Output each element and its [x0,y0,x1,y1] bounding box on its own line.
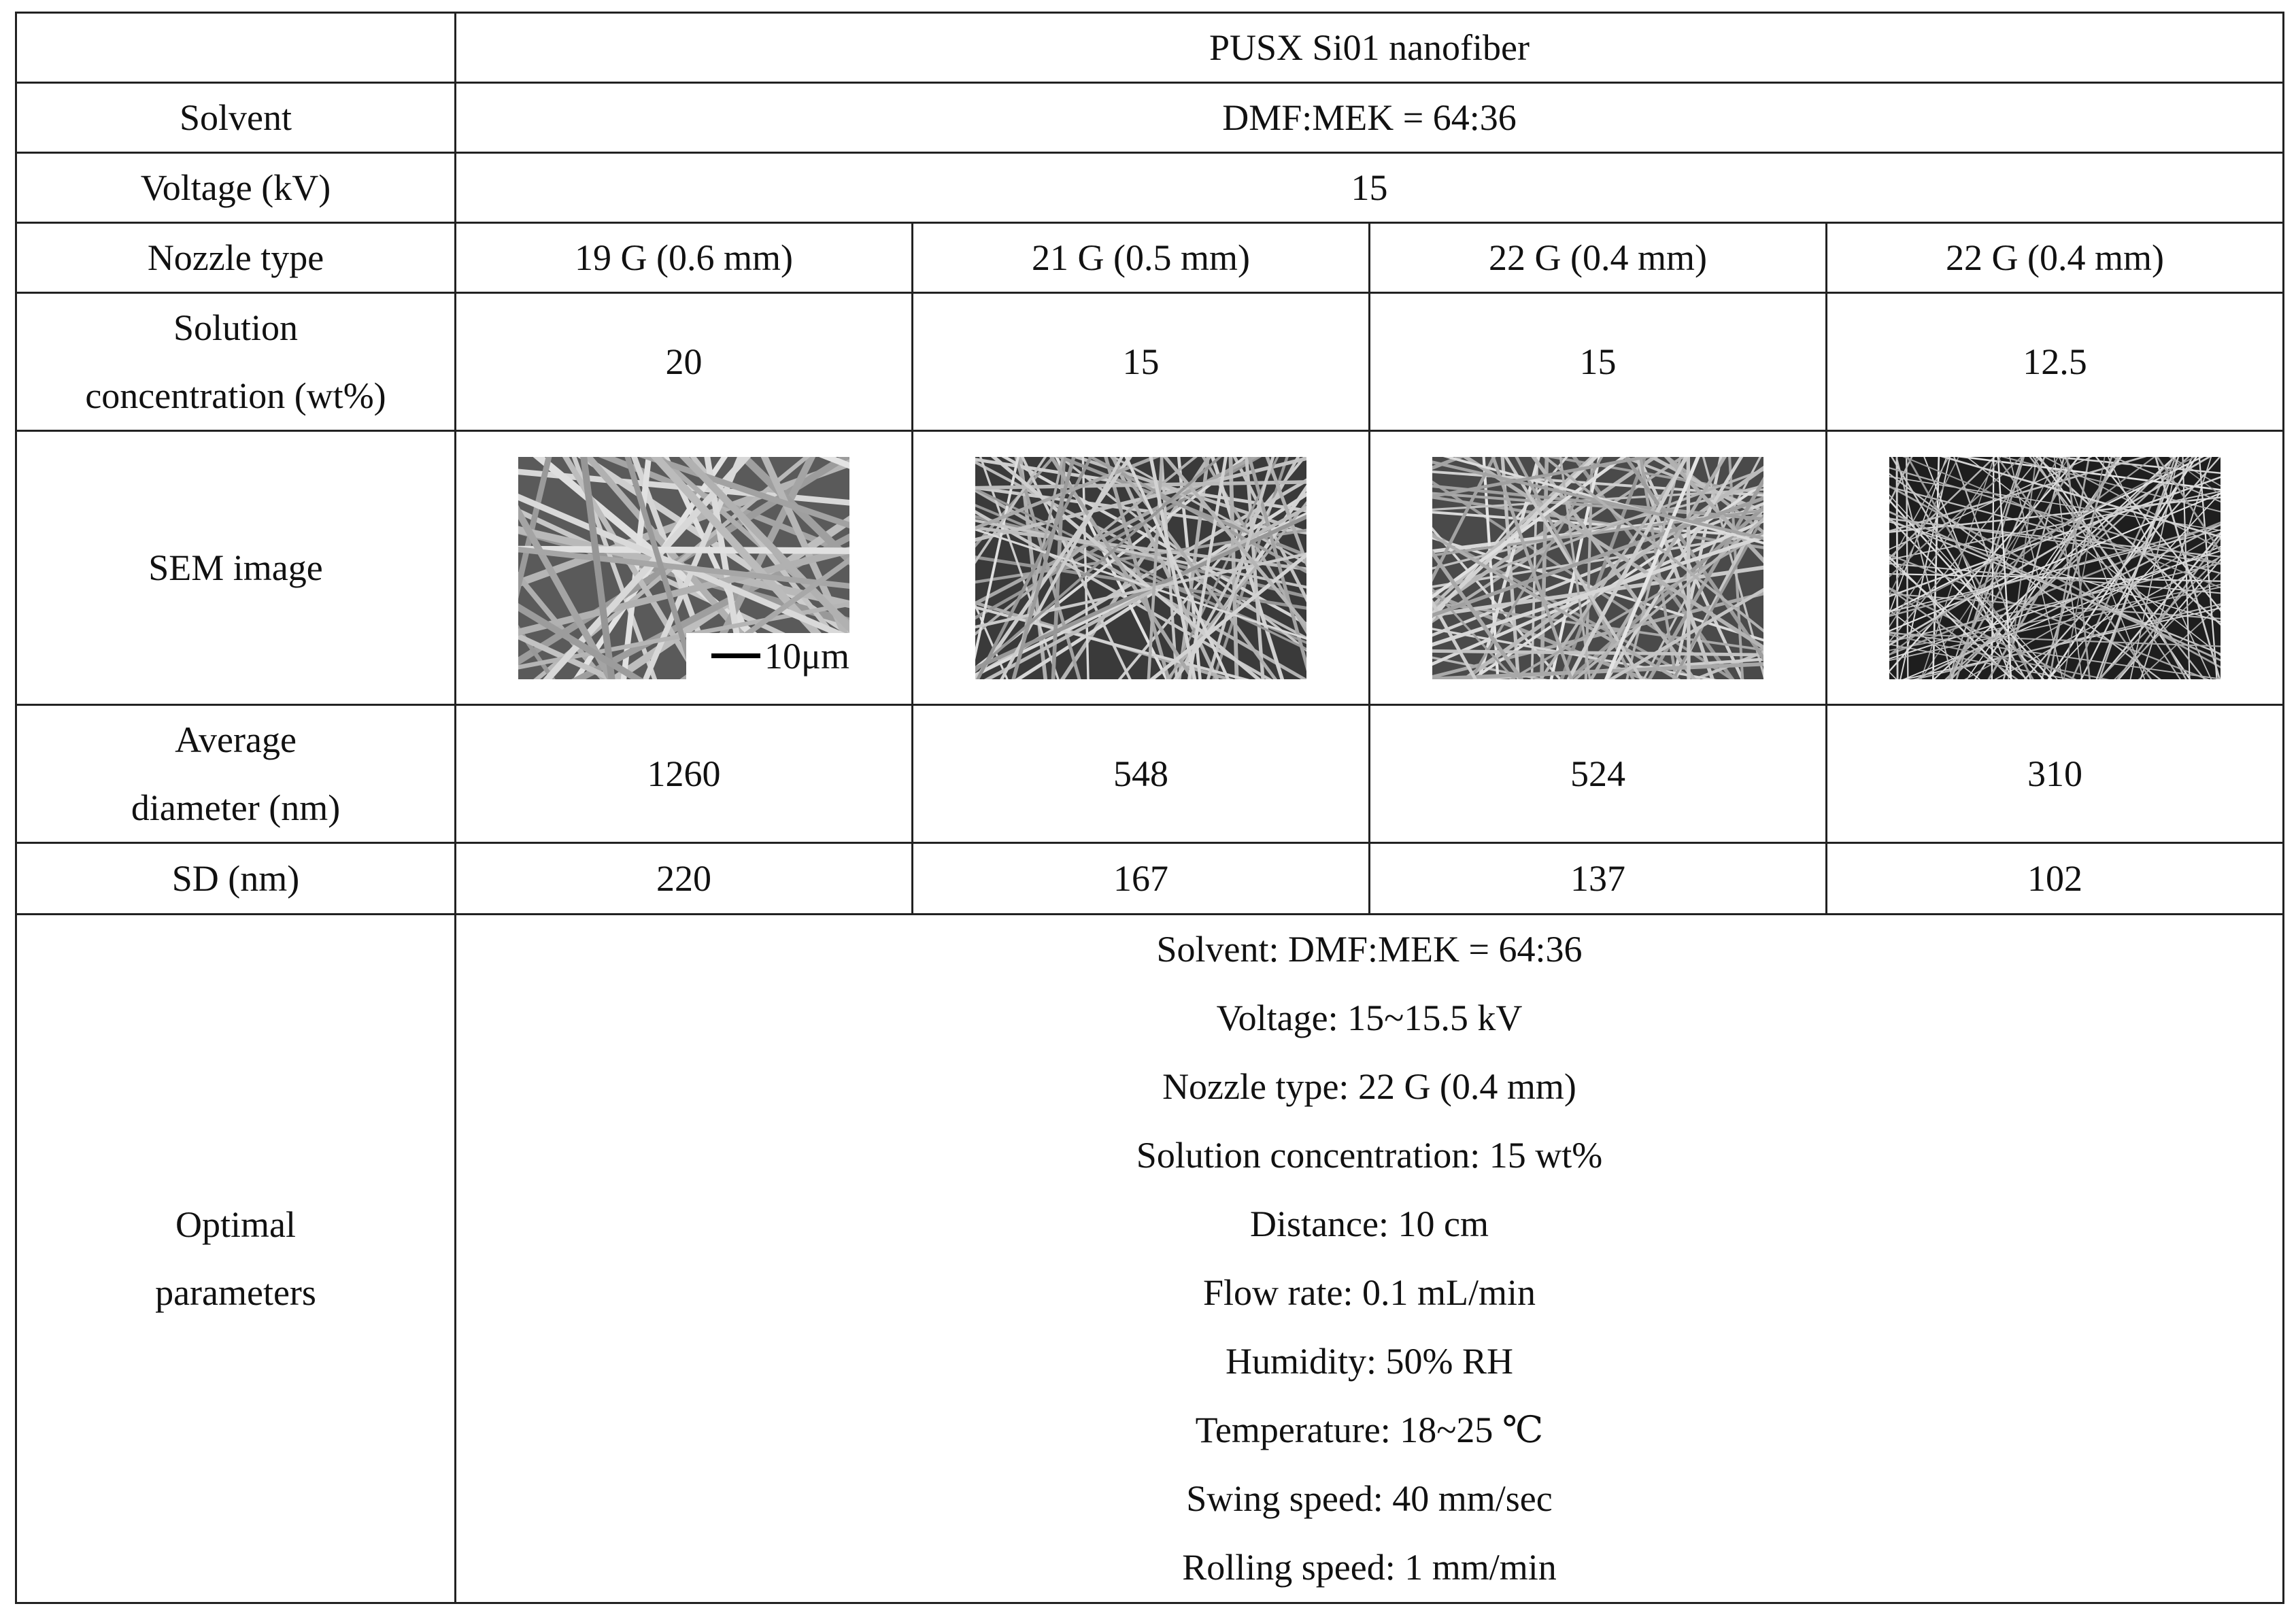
scale-bar-line [711,653,760,658]
table-cell: 220 [456,843,913,915]
table-cell: 15 [1370,293,1827,431]
parameter-line: Voltage: 15~15.5 kV [1216,997,1523,1038]
sem-cell [913,431,1370,705]
table-cell: 102 [1827,843,2284,915]
label-line: parameters [155,1272,316,1313]
row-label: SD (nm) [16,843,456,915]
table-cell: 15 [913,293,1370,431]
parameter-line: Solution concentration: 15 wt% [1136,1135,1603,1176]
sem-image [975,457,1306,679]
nozzle-row [16,223,2284,293]
label-line: Optimal [175,1204,296,1245]
parameter-line: Rolling speed: 1 mm/min [1182,1547,1557,1588]
table-cell: 12.5 [1827,293,2284,431]
empty-corner-cell [16,13,456,83]
parameter-line: Humidity: 50% RH [1225,1341,1513,1382]
table-cell: 22 G (0.4 mm) [1370,223,1827,293]
sem-image [1432,457,1763,679]
table-cell: 524 [1370,705,1827,843]
row-label: Voltage (kV) [16,153,456,223]
voltage-value: 15 [456,153,2284,223]
sem-cell [1370,431,1827,705]
parameter-line: Nozzle type: 22 G (0.4 mm) [1162,1066,1576,1107]
fiber [1687,457,1689,679]
sem-cell [1827,431,2284,705]
parameter-line: Flow rate: 0.1 mL/min [1203,1272,1536,1313]
solvent-row [16,83,2284,153]
sem-image [518,457,849,679]
table-cell: 21 G (0.5 mm) [913,223,1370,293]
table-cell: 548 [913,705,1370,843]
label-line: Solution [173,307,299,348]
voltage-row [16,153,2284,223]
parameter-line: Solvent: DMF:MEK = 64:36 [1156,929,1583,970]
row-label [16,915,456,1603]
label-line: Average [175,719,297,760]
row-label [16,293,456,431]
optimal-parameters-list [456,915,2284,1603]
sem-fiber-image [975,457,1306,679]
header-row [16,13,2284,83]
label-line: concentration (wt%) [85,375,386,416]
sem-image [1889,457,2221,679]
concentration-row [16,293,2284,431]
table-title: PUSX Si01 nanofiber [456,13,2284,83]
table-cell: 22 G (0.4 mm) [1827,223,2284,293]
sem-fiber-image [1889,457,2221,679]
sem-fiber-image [1432,457,1763,679]
parameter-line: Temperature: 18~25 ℃ [1195,1410,1544,1450]
nanofiber-parameters-table [15,12,2284,1604]
row-label: SEM image [16,431,456,705]
sd-row [16,843,2284,915]
table-cell: 1260 [456,705,913,843]
fiber [518,547,849,552]
table-cell: 137 [1370,843,1827,915]
table-cell: 19 G (0.6 mm) [456,223,913,293]
table-cell: 20 [456,293,913,431]
diameter-row [16,705,2284,843]
scale-bar [686,633,849,679]
sem-row [16,431,2284,705]
row-label: Nozzle type [16,223,456,293]
scale-bar-label: 10μm [764,635,849,677]
parameter-line: Distance: 10 cm [1250,1204,1489,1244]
optimal-row [16,915,2284,1603]
label-line: diameter (nm) [131,787,341,828]
parameter-line: Swing speed: 40 mm/sec [1186,1478,1553,1519]
solvent-value: DMF:MEK = 64:36 [456,83,2284,153]
row-label [16,705,456,843]
table-cell: 310 [1827,705,2284,843]
row-label: Solvent [16,83,456,153]
table-cell: 167 [913,843,1370,915]
sem-cell [456,431,913,705]
